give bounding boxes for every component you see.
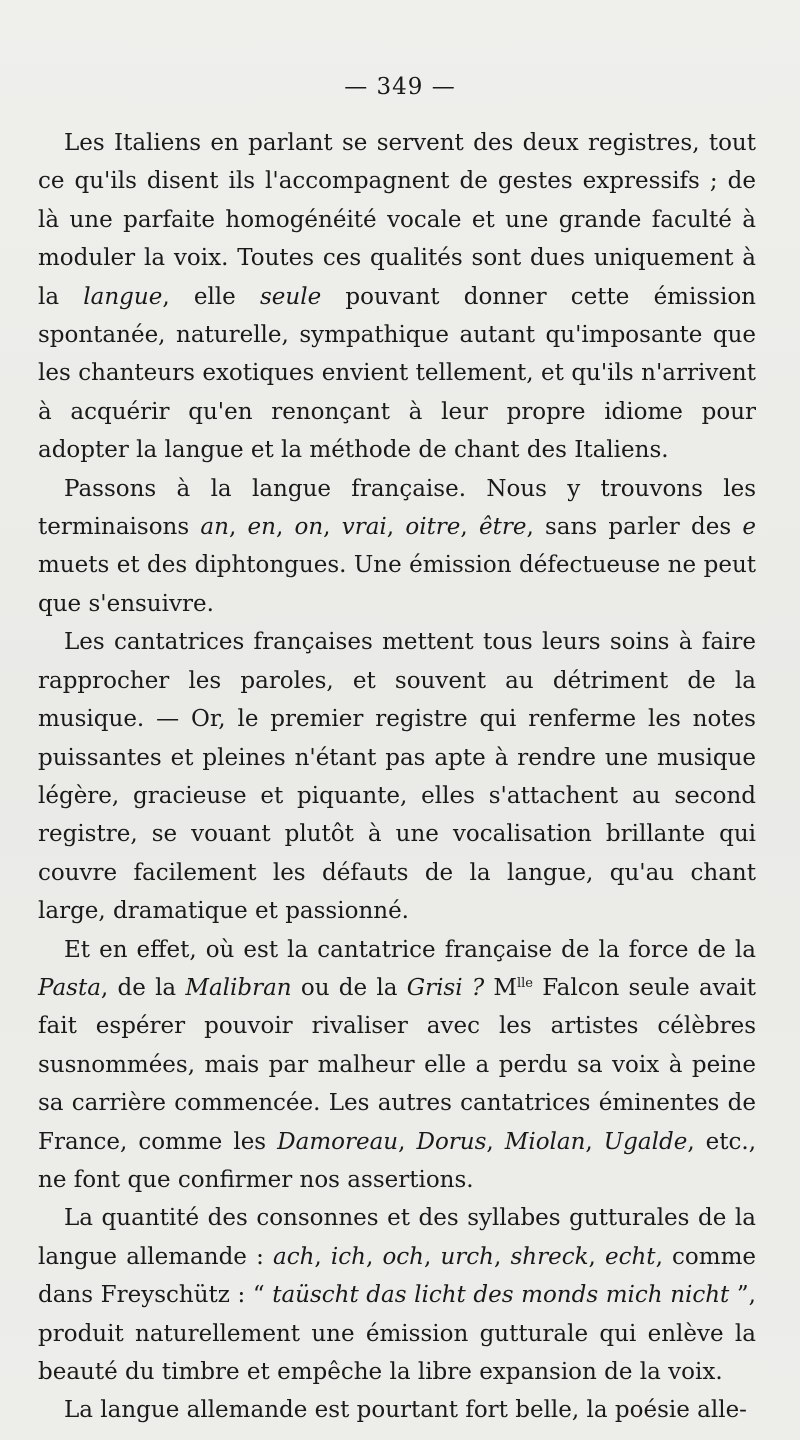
text-run: , etc., ne font que confirmer nos assertions. bbox=[38, 1128, 757, 1193]
paragraph bbox=[38, 1199, 756, 1391]
text-run: , bbox=[588, 1243, 605, 1270]
text-run: Les Italiens en parlant se servent des deux registres, tout ce qu'ils disent ils l'accompagnent de gestes expressifs ; de là une parfaite homogénéité vocale et une grande faculté à moduler la voix. Toutes ces qualités sont dues uniquement à la bbox=[38, 130, 756, 310]
italic-text: oitre bbox=[405, 514, 461, 541]
text-run: ”, produit naturellement une émission gutturale qui enlève la beauté du timbre et empêche la libre expansion de la voix. bbox=[38, 1282, 756, 1385]
paragraph bbox=[38, 470, 756, 624]
italic-text: seule bbox=[259, 283, 322, 310]
italic-text: Damoreau bbox=[277, 1128, 399, 1155]
text-run: Passons à la langue française. Nous y trouvons les terminaisons bbox=[38, 475, 756, 541]
text-run: Les cantatrices françaises mettent tous leurs soins à faire rapprocher les paroles, et souvent au détriment de la musique. — Or, le premier registre qui renferme les notes puissantes et pleines n'étant pas apte à rendre une musique légère, gracieuse et piquante, elles s'attachent au second registre, se vouant plutôt à une vocalisation brillante qui couvre facilement les défauts de la langue, qu'au chant large, dramatique et passionné. bbox=[38, 629, 756, 925]
text-run: , bbox=[275, 514, 295, 541]
text-run: , bbox=[460, 514, 479, 541]
italic-text: être bbox=[478, 514, 527, 541]
paragraph bbox=[38, 623, 756, 930]
italic-text: en bbox=[247, 514, 276, 541]
text-run: , comme dans Freyschütz : “ bbox=[38, 1243, 756, 1309]
text-run: ou de la bbox=[291, 974, 407, 1001]
italic-text: Malibran bbox=[185, 974, 292, 1001]
italic-text: urch bbox=[440, 1243, 494, 1270]
italic-text: shreck bbox=[510, 1243, 589, 1270]
text-run: , de la bbox=[100, 974, 186, 1001]
text-run: , elle bbox=[162, 283, 260, 310]
text-run: , bbox=[585, 1128, 604, 1155]
text-run: , bbox=[423, 1243, 441, 1270]
italic-text: echt bbox=[605, 1243, 656, 1270]
text-run: , bbox=[486, 1128, 505, 1155]
text-run: , bbox=[365, 1243, 383, 1270]
italic-text: Miolan bbox=[504, 1128, 586, 1155]
text-run: , sans parler des bbox=[526, 514, 743, 541]
italic-text: e bbox=[742, 514, 757, 541]
text-run: Falcon seule avait fait espérer pouvoir rivaliser avec les artistes célèbres susnommées, mais par malheur elle a perdu sa voix à peine sa carrière commencée. Les autres cantatrices éminentes de France, comme les bbox=[38, 974, 756, 1155]
paragraph bbox=[38, 931, 756, 1200]
text-run: , bbox=[398, 1128, 417, 1155]
italic-text: an bbox=[200, 514, 229, 541]
italic-text: ach bbox=[272, 1243, 315, 1270]
text-run: muets et des diphtongues. Une émission défectueuse ne peut que s'ensuivre. bbox=[38, 552, 756, 617]
superscript-text: lle bbox=[516, 975, 533, 991]
text-run: La langue allemande est pourtant fort belle, la poésie alle- bbox=[64, 1397, 747, 1424]
italic-text: och bbox=[382, 1243, 424, 1270]
italic-text: Grisi ? bbox=[406, 974, 485, 1001]
italic-text: vrai bbox=[341, 514, 387, 541]
text-run: , bbox=[386, 514, 406, 541]
text-run: Et en effet, où est la cantatrice française de la force de la bbox=[64, 936, 756, 963]
paragraph bbox=[38, 1391, 756, 1429]
text-run: , bbox=[323, 514, 342, 541]
italic-text: langue bbox=[83, 283, 163, 310]
text-run: La quantité des consonnes et des syllabes gutturales de la langue allemande : bbox=[38, 1205, 756, 1270]
paragraph bbox=[38, 124, 756, 470]
text-run: , bbox=[228, 514, 248, 541]
text-run: , bbox=[314, 1243, 331, 1270]
italic-text: ich bbox=[330, 1243, 366, 1270]
italic-text: on bbox=[294, 514, 324, 541]
italic-text: Dorus bbox=[416, 1128, 487, 1155]
text-run: , bbox=[493, 1243, 511, 1270]
page-number: — 349 — bbox=[344, 74, 456, 100]
italic-text: taüscht das licht des monds mich nicht bbox=[272, 1282, 730, 1309]
italic-text: Pasta bbox=[38, 974, 101, 1001]
italic-text: Ugalde bbox=[603, 1128, 688, 1155]
text-run: pouvant donner cette émission spontanée, naturelle, sympathique autant qu'imposante que les chanteurs exotiques envient tellement, et qu'ils n'arrivent à acquérir qu'en renonçant à leur propre idiome pour adopter la langue et la méthode de chant des Italiens. bbox=[38, 283, 756, 464]
body-text bbox=[38, 124, 756, 1430]
text-run: M bbox=[484, 974, 517, 1001]
